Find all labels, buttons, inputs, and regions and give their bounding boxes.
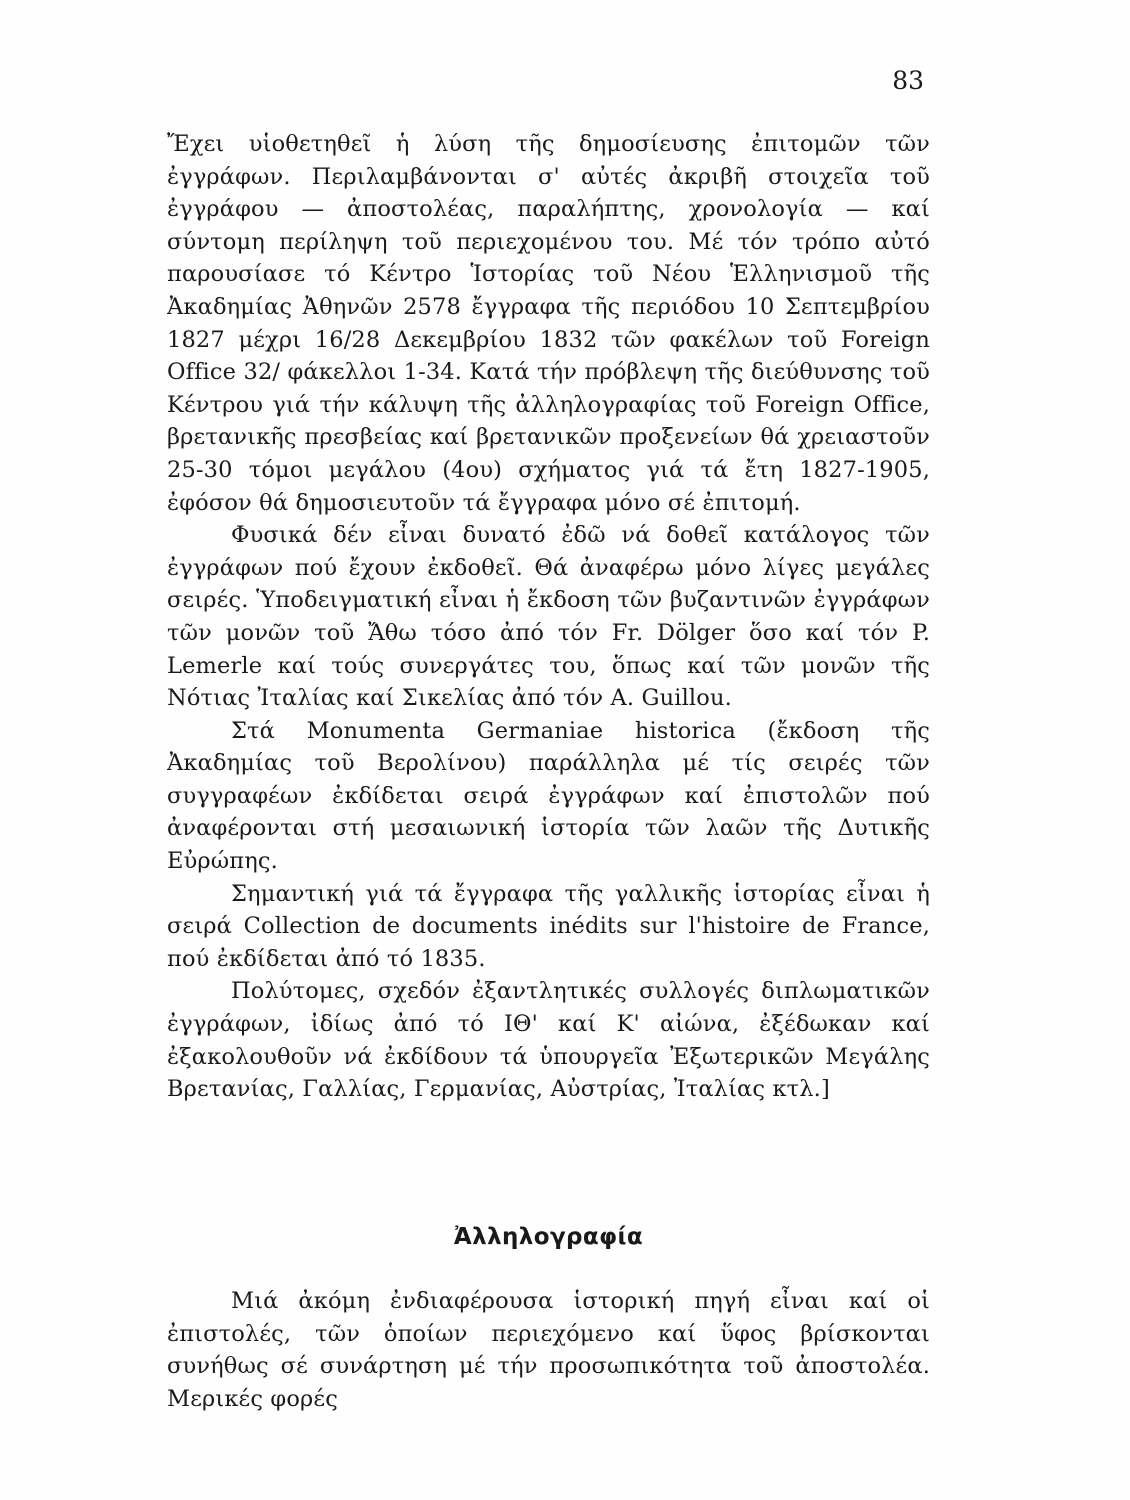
paragraph-summaries: Ἔχει υἱοθετηθεῖ ἡ λύση τῆς δημοσίευσης ἐπιτομῶν τῶν ἐγγράφων. Περιλαμβάνονται σ' αὐτές ἀκριβῆ στοιχεῖα τοῦ ἐγγράφου — ἀποστολέας, παραλήπτης, χρονολογία — καί σύντομη περίληψη τοῦ περιεχομένου του. Μέ τόν τρόπο αὐτό παρουσίασε τό Κέντρο Ἱστορίας τοῦ Νέου Ἑλληνισμοῦ τῆς Ἀκαδημίας Ἀθηνῶν 2578 ἔγγραφα τῆς περιόδου 10 Σεπτεμβρίου 1827 μέχρι 16/28 Δεκεμβρίου 1832 τῶν φακέλων τοῦ Foreign Office 32/ φάκελλοι 1-34. Κατά τήν πρόβλεψη τῆς διεύθυνσης τοῦ Κέντρου γιά τήν κάλυψη τῆς ἀλληλογραφίας τοῦ Foreign Office, βρετανικῆς πρεσβείας καί βρετανικῶν προξενείων θά χρειαστοῦν 25-30 τόμοι μεγάλου (4ου) σχήματος γιά τά ἔτη 1827-1905, ἐφόσον θά δημοσιευτοῦν τά ἔγγραφα μόνο σέ ἐπιτομή. <box>167 131 930 516</box>
page-number: 83 <box>892 66 924 95</box>
paragraph-monumenta: Στά Monumenta Germaniae historica (ἔκδοση τῆς Ἀκαδημίας τοῦ Βερολίνου) παράλληλα μέ τίς σειρές τῶν συγγραφέων ἐκδίδεται σειρά ἐγγράφων καί ἐπιστολῶν πού ἀναφέρονται στή μεσαιωνική ἱστορία τῶν λαῶν τῆς Δυτικῆς Εὐρώπης. <box>167 717 930 875</box>
paragraph-correspondence: Μιά ἀκόμη ἐνδιαφέρουσα ἱστορική πηγή εἶναι καί οἱ ἐπιστολές, τῶν ὁποίων περιεχόμενο καί ὕφος βρίσκονται συνήθως σέ συνάρτηση μέ τήν προσωπικότητα τοῦ ἀποστολέα. Μερικές φορές <box>167 1288 930 1412</box>
paragraph-french-collection: Σημαντική γιά τά ἔγγραφα τῆς γαλλικῆς ἱστορίας εἶναι ἡ σειρά Collection de documents inédits sur l'histoire de France, πού ἐκδίδεται ἀπό τό 1835. <box>167 880 930 972</box>
paragraph-diplomatic-collections: Πολύτομες, σχεδόν ἐξαντλητικές συλλογές διπλωματικῶν ἐγγράφων, ἰδίως ἀπό τό ΙΘ' καί Κ' αἰώνα, ἐξέδωκαν καί ἐξακολουθοῦν νά ἐκδίδουν τά ὑπουργεῖα Ἐξωτερικῶν Μεγάλης Βρετανίας, Γαλλίας, Γερμανίας, Αὐστρίας, Ἰταλίας κτλ.] <box>167 978 930 1103</box>
section-heading: Ἀλληλογραφία <box>453 1224 644 1250</box>
paragraph-document-editions: Φυσικά δέν εἶναι δυνατό ἐδῶ νά δοθεῖ κατάλογος τῶν ἐγγράφων πού ἔχουν ἐκδοθεῖ. Θά ἀναφέρω μόνο λίγες μεγάλες σειρές. Ὑποδειγματική εἶναι ἡ ἔκδοση τῶν βυζαντινῶν ἐγγράφων τῶν μονῶν τοῦ Ἄθω τόσο ἀπό τόν Fr. Dölger ὅσο καί τόν P. Lemerle καί τούς συνεργάτες του, ὅπως καί τῶν μονῶν τῆς Νότιας Ἰταλίας καί Σικελίας ἀπό τόν A. Guillou. <box>167 522 930 712</box>
body-text-bottom <box>167 1285 930 1415</box>
body-text-top <box>167 128 930 1106</box>
